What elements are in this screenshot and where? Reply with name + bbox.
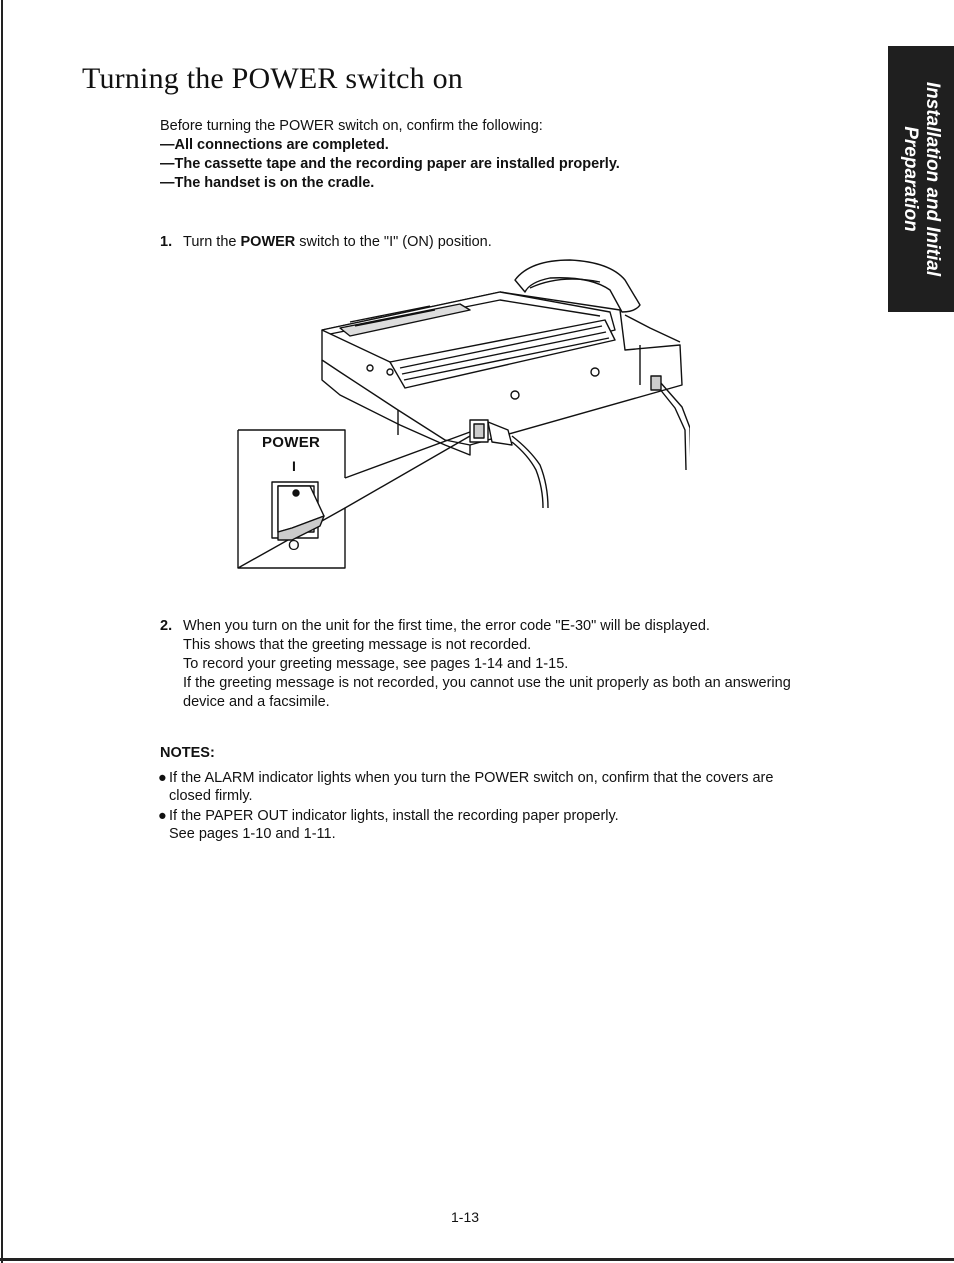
page-number: 1-13 (451, 1209, 480, 1225)
step-2-line-1: When you turn on the unit for the first time, the error code "E-30" will be displayed. (183, 618, 710, 634)
note-2-line-1: If the PAPER OUT indicator lights, install the recording paper properly. (169, 808, 619, 824)
note-1-line-2: closed firmly. (169, 788, 253, 804)
step-2-text (183, 617, 791, 712)
notes-list (158, 769, 858, 845)
note-1-line-1: If the ALARM indicator lights when you turn the POWER switch on, confirm that the covers are (169, 770, 774, 786)
check-handset: —The handset is on the cradle. (160, 175, 375, 191)
step-2-line-4: If the greeting message is not recorded, you cannot use the unit properly as both an answering (183, 675, 791, 691)
section-tab (888, 46, 954, 312)
step-1-prefix: Turn the (183, 234, 241, 250)
bullet-icon: ● (158, 808, 167, 824)
step-1-suffix: switch to the "I" (ON) position. (295, 234, 492, 250)
section-tab-text (899, 82, 943, 276)
page-bottom-border (0, 1258, 954, 1261)
switch-on-mark: I (292, 458, 296, 474)
note-item (158, 769, 858, 805)
fax-power-figure (230, 250, 690, 580)
notes-heading: NOTES: (160, 745, 215, 761)
step-2-line-3: To record your greeting message, see pages 1-14 and 1-15. (183, 656, 569, 672)
note-item (158, 807, 858, 843)
intro-block (160, 117, 620, 193)
check-connections: —All connections are completed. (160, 137, 389, 153)
bullet-icon: ● (158, 770, 167, 786)
step-2-line-5: device and a facsimile. (183, 694, 330, 710)
step-2 (160, 617, 860, 717)
intro-lead: Before turning the POWER switch on, confirm the following: (160, 118, 543, 134)
section-tab-line-2: Preparation (900, 126, 921, 232)
step-2-line-2: This shows that the greeting message is not recorded. (183, 637, 532, 653)
step-1-number: 1. (160, 234, 173, 250)
check-tape-paper: —The cassette tape and the recording paper are installed properly. (160, 156, 620, 172)
section-tab-line-1: Installation and Initial (922, 81, 943, 277)
power-label: POWER (262, 434, 321, 451)
fax-machine-illustration (230, 250, 690, 580)
step-1-bold: POWER (240, 234, 296, 250)
page-left-border (1, 0, 3, 1263)
step-2-number: 2. (160, 618, 173, 634)
page-title: Turning the POWER switch on (82, 62, 463, 95)
switch-off-mark: O (288, 537, 300, 554)
note-2-line-2: See pages 1-10 and 1-11. (169, 826, 336, 842)
